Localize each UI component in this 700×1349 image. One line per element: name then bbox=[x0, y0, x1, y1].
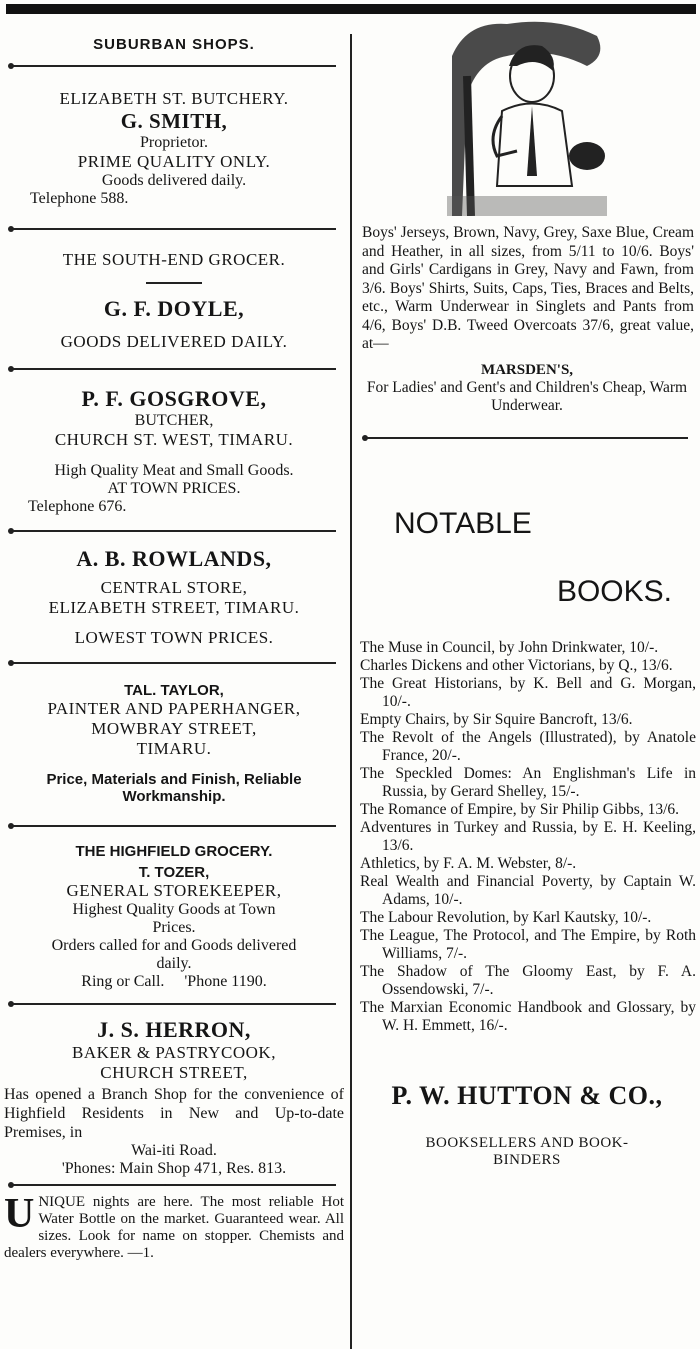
delivery-note: GOODS DELIVERED DAILY. bbox=[60, 332, 288, 351]
right-column bbox=[358, 16, 696, 1169]
ad-gosgrove bbox=[4, 386, 344, 516]
book-entry: The Great Historians, by K. Bell and G. Morgan, 10/-. bbox=[360, 674, 696, 710]
proprietor-name: TAL. TAYLOR, bbox=[124, 682, 224, 699]
left-column bbox=[4, 16, 344, 1262]
proprietor-name: T. TOZER, bbox=[138, 864, 210, 881]
book-entry: The Romance of Empire, by Sir Philip Gibbs, 13/6. bbox=[360, 800, 680, 818]
ad-heading: THE HIGHFIELD GROCERY. bbox=[75, 843, 273, 860]
ad-highfield-grocery bbox=[4, 843, 344, 991]
address: CHURCH STREET, bbox=[100, 1063, 248, 1082]
ad-text: NIQUE nights are here. The most reliable Hot Water Bottle on the market. Guaranteed wear. All sizes. Look for name on stopper. Chemists and dealers everywhere. —1. bbox=[4, 1194, 344, 1261]
slogan: PRIME QUALITY ONLY. bbox=[77, 152, 271, 171]
book-entry: Adventures in Turkey and Russia, by E. H. Keeling, 13/6. bbox=[360, 818, 696, 854]
divider-rule bbox=[12, 662, 336, 664]
ad-text: High Quality Meat and Small Goods. bbox=[54, 462, 294, 479]
book-entry: The Revolt of the Angels (Illustrated), by Anatole France, 20/-. bbox=[360, 728, 696, 764]
column-divider bbox=[350, 34, 352, 1349]
ad-text: Price, Materials and Finish, Reliable bbox=[46, 771, 302, 788]
short-divider bbox=[146, 282, 202, 284]
book-list bbox=[358, 639, 696, 1035]
town: TIMARU. bbox=[136, 739, 212, 758]
book-entry: The Labour Revolution, by Karl Kautsky, 10/-. bbox=[360, 908, 652, 926]
ad-text: AT TOWN PRICES. bbox=[107, 480, 241, 497]
proprietor-name: P. F. GOSGROVE, bbox=[81, 386, 267, 411]
proprietor-name: G. SMITH, bbox=[120, 109, 228, 133]
bookseller-name: P. W. HUTTON & CO., bbox=[391, 1080, 663, 1110]
ad-heading: ELIZABETH ST. BUTCHERY. bbox=[59, 89, 289, 108]
ad-rowlands bbox=[4, 546, 344, 648]
ad-elizabeth-butchery bbox=[4, 89, 344, 208]
ad-text: LOWEST TOWN PRICES. bbox=[74, 628, 274, 647]
store-name: CENTRAL STORE, bbox=[100, 578, 248, 597]
ad-herron bbox=[4, 1017, 344, 1178]
road-name: Wai-iti Road. bbox=[131, 1142, 217, 1159]
contact-line bbox=[4, 973, 344, 991]
bookseller-trade: BOOKSELLERS AND BOOK- bbox=[425, 1134, 629, 1151]
ad-taylor bbox=[4, 682, 344, 805]
trade: BAKER & PASTRYCOOK, bbox=[72, 1043, 276, 1062]
ad-text: Has opened a Branch Shop for the convenience of Highfield Residents in New and Up-to-date Premises, in bbox=[4, 1086, 344, 1141]
divider-rule bbox=[12, 530, 336, 532]
book-entry: Empty Chairs, by Sir Squire Bancroft, 13/6. bbox=[360, 710, 633, 728]
telephone: Telephone 676. bbox=[28, 498, 127, 515]
divider-rule bbox=[12, 825, 336, 827]
telephone: 'Phones: Main Shop 471, Res. 813. bbox=[61, 1160, 287, 1177]
book-entry: The Muse in Council, by John Drinkwater, 10/-. bbox=[360, 638, 659, 656]
heading-books: BOOKS. bbox=[556, 574, 672, 608]
proprietor-role: Proprietor. bbox=[140, 134, 208, 151]
ad-unique-bottles bbox=[4, 1191, 344, 1262]
ad-text: daily. bbox=[156, 955, 192, 972]
ad-south-end-grocer bbox=[4, 250, 344, 352]
book-entry: Athletics, by F. A. M. Webster, 8/-. bbox=[360, 854, 577, 872]
store-name: MARSDEN'S, bbox=[480, 361, 574, 378]
book-entry: Real Wealth and Financial Poverty, by Captain W. Adams, 10/-. bbox=[360, 872, 696, 908]
telephone: 'Phone 1190. bbox=[184, 973, 267, 990]
ad-text: Orders called for and Goods delivered bbox=[51, 937, 297, 954]
divider-rule bbox=[12, 368, 336, 370]
book-entry: The Shadow of The Gloomy East, by F. A. Ossendowski, 7/-. bbox=[360, 962, 696, 998]
divider-rule bbox=[12, 65, 336, 67]
heading-notable: NOTABLE bbox=[394, 506, 532, 540]
top-border-rule bbox=[6, 4, 696, 14]
address: ELIZABETH STREET, TIMARU. bbox=[48, 598, 300, 617]
boy-illustration bbox=[447, 16, 607, 216]
proprietor-name: G. F. DOYLE, bbox=[103, 296, 245, 321]
ad-text: Workmanship. bbox=[122, 788, 226, 805]
proprietor-name: J. S. HERRON, bbox=[97, 1017, 251, 1042]
drop-cap: U bbox=[4, 1191, 35, 1237]
address: CHURCH ST. WEST, TIMARU. bbox=[54, 430, 294, 449]
divider-rule bbox=[12, 1184, 336, 1186]
section-header: SUBURBAN SHOPS. bbox=[93, 36, 255, 53]
ad-text: Prices. bbox=[152, 919, 196, 936]
ad-heading: THE SOUTH-END GROCER. bbox=[62, 250, 286, 269]
store-tagline: For Ladies' and Gent's and Children's Cheap, Warm Underwear. bbox=[366, 378, 688, 414]
divider-rule bbox=[12, 228, 336, 230]
divider-rule bbox=[12, 1003, 336, 1005]
divider-rule bbox=[366, 437, 688, 439]
book-entry: The League, The Protocol, and The Empire, by Roth Williams, 7/-. bbox=[360, 926, 696, 962]
address: MOWBRAY STREET, bbox=[91, 719, 257, 738]
ad-text: Highest Quality Goods at Town bbox=[72, 901, 276, 918]
trade: PAINTER AND PAPERHANGER, bbox=[47, 699, 301, 718]
trade: GENERAL STOREKEEPER, bbox=[66, 881, 282, 900]
book-entry: The Speckled Domes: An Englishman's Life in Russia, by Gerard Shelley, 15/-. bbox=[360, 764, 696, 800]
proprietor-name: A. B. ROWLANDS, bbox=[76, 546, 272, 571]
telephone: Telephone 588. bbox=[30, 190, 129, 207]
delivery-note: Goods delivered daily. bbox=[101, 172, 247, 189]
trade: BUTCHER, bbox=[134, 412, 214, 429]
book-entry: Charles Dickens and other Victorians, by Q., 13/6. bbox=[360, 656, 673, 674]
bookseller-trade: BINDERS bbox=[493, 1151, 561, 1168]
ad-boys-clothing: Boys' Jerseys, Brown, Navy, Grey, Saxe Blue, Cream and Heather, in all sizes, from 5/11 to 10/6. Boys' and Girls' Cardigans in Grey, Navy and Fawn, from 3/6. Boys' Shirts, Suits, Caps, Ties, Braces and Belts, etc., Warm Underwear in Singlets and Pants from 4/6, Boys' D.B. Tweed Overcoats 37/6, great value, at— bbox=[362, 224, 694, 352]
ring-text: Ring or Call. bbox=[81, 973, 165, 990]
book-entry: The Marxian Economic Handbook and Glossary, by W. H. Emmett, 16/-. bbox=[360, 998, 696, 1034]
